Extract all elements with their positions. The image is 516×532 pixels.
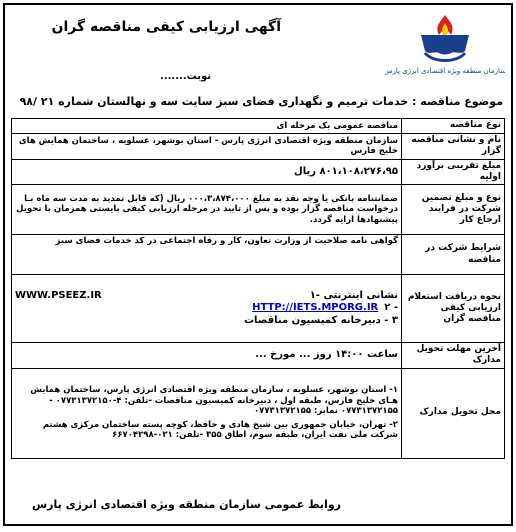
tender-subject: موضوع مناقصه : خدمات ترمیم و نگهداری فضای سبز سایت سه و نهالستان شماره ۲۱ /۹۸ (19, 95, 503, 108)
website-line (15, 290, 398, 303)
delivery-value (12, 368, 402, 458)
delivery-label: محل تحویل مدارک (402, 368, 505, 458)
table-row (12, 119, 505, 134)
deadline-value: ساعت ۱۴:۰۰ روز ... مورخ ... (12, 343, 402, 369)
deadline-label: آخرین مهلت تحویل مدارک (402, 343, 505, 369)
website-label: ۱- نشانی اینترنتی (309, 289, 398, 301)
pseez-logo (385, 13, 505, 77)
page-title: آگهی ارزیابی کیفی مناقصه گران (51, 19, 281, 35)
type-value: مناقصه عمومی یک مرحله ای (12, 119, 402, 134)
iets-link[interactable]: HTTP://IETS.MPORG.IR (252, 302, 379, 314)
announcement-page (3, 3, 513, 526)
receive-label: نحوه دریافت استعلام ارزیابی کیفی مناقصه گران (402, 275, 505, 343)
receive-value (12, 275, 402, 343)
table-row (12, 235, 505, 275)
estimate-label: مبلغ تقریبی برآورد اولیه (402, 159, 505, 185)
table-row (12, 275, 505, 343)
table-row (12, 368, 505, 458)
tender-details-table (11, 118, 505, 459)
delivery-item-tehran: ۲- تهران، خیابان جمهوری بین شیخ هادی و حافظ، کوچه پسته ساختمان مرکزی هشتم شرکت ملی نفت ایران، طبقه سوم، اطاق ۳۵۵ -تلفن: ۰۲۱-۶۶۷۰۴۲۹۸ (42, 419, 398, 441)
flame-logo-icon (385, 13, 505, 77)
estimate-value: ۸۰۱،۱۰۸،۲۷۶،۹۵ ریال (12, 159, 402, 185)
table-row (12, 159, 505, 185)
org-value: سازمان منطقه ویژه اقتصادی انرژی پارس - استان بوشهر، عسلویه ، ساختمان همایش های خلیج فارس (12, 134, 402, 160)
turn-line: نوبت....... (160, 71, 211, 82)
public-relations-signature: روابط عمومی سازمان منطقه ویژه اقتصادی انرژی پارس (32, 498, 341, 511)
guarantee-label: نوع و مبلغ تضمین شرکت در فرایند ارجاع کار (402, 185, 505, 235)
type-label: نوع مناقصه (402, 119, 505, 134)
conditions-value: گواهی نامه صلاحیت از وزارت تعاون، کار و رفاه اجتماعی در کد خدمات فضای سبز (12, 235, 402, 275)
org-label: نام و نشانی مناقصه گزار (402, 134, 505, 160)
secretariat-line: ۳ - دبیرخانه کمیسیون مناقصات (243, 314, 398, 326)
website-url[interactable]: WWW.PSEEZ.IR (15, 289, 102, 301)
iets-number: ۲ - (384, 302, 398, 314)
table-row (12, 134, 505, 160)
conditions-label: شرایط شرکت در مناقصه (402, 235, 505, 275)
table-row (12, 343, 505, 369)
table-row (12, 185, 505, 235)
logo-caption: سازمان منطقه ویژه اقتصادی انرژی پارس (385, 67, 505, 75)
iets-line (15, 302, 398, 315)
delivery-item-asaluyeh: ۱- استان بوشهر، عسلویه ، سازمان منطقه ویژه اقتصادی انرژی پارس، ساختمان همایش هـای خلیج فارس، طبقه اول ، دبیرخانه کمیسیون مناقصات -تلفن: ۴-۰۷۷۳۱۳۷۲۱۵۰ - ۰۷۷۳۱۳۷۲۱۵۵ نمابر: ۰۷۷۳۱۳۷۲۱۵۵ (30, 384, 398, 417)
guarantee-value: ضمانتنامه بانکی یا وجه نقد به مبلغ ۰۰۰،۳،۸۷۴،۰۰۰ ریال (که قابل تمدید به مدت سه ماه بـا درخواست مناقصه گزار بوده و پس از تایید در مرحله ارزیابی کیفی بایستی همزمان با تحویل پیشنهادها ارایه گردد. (12, 185, 402, 235)
